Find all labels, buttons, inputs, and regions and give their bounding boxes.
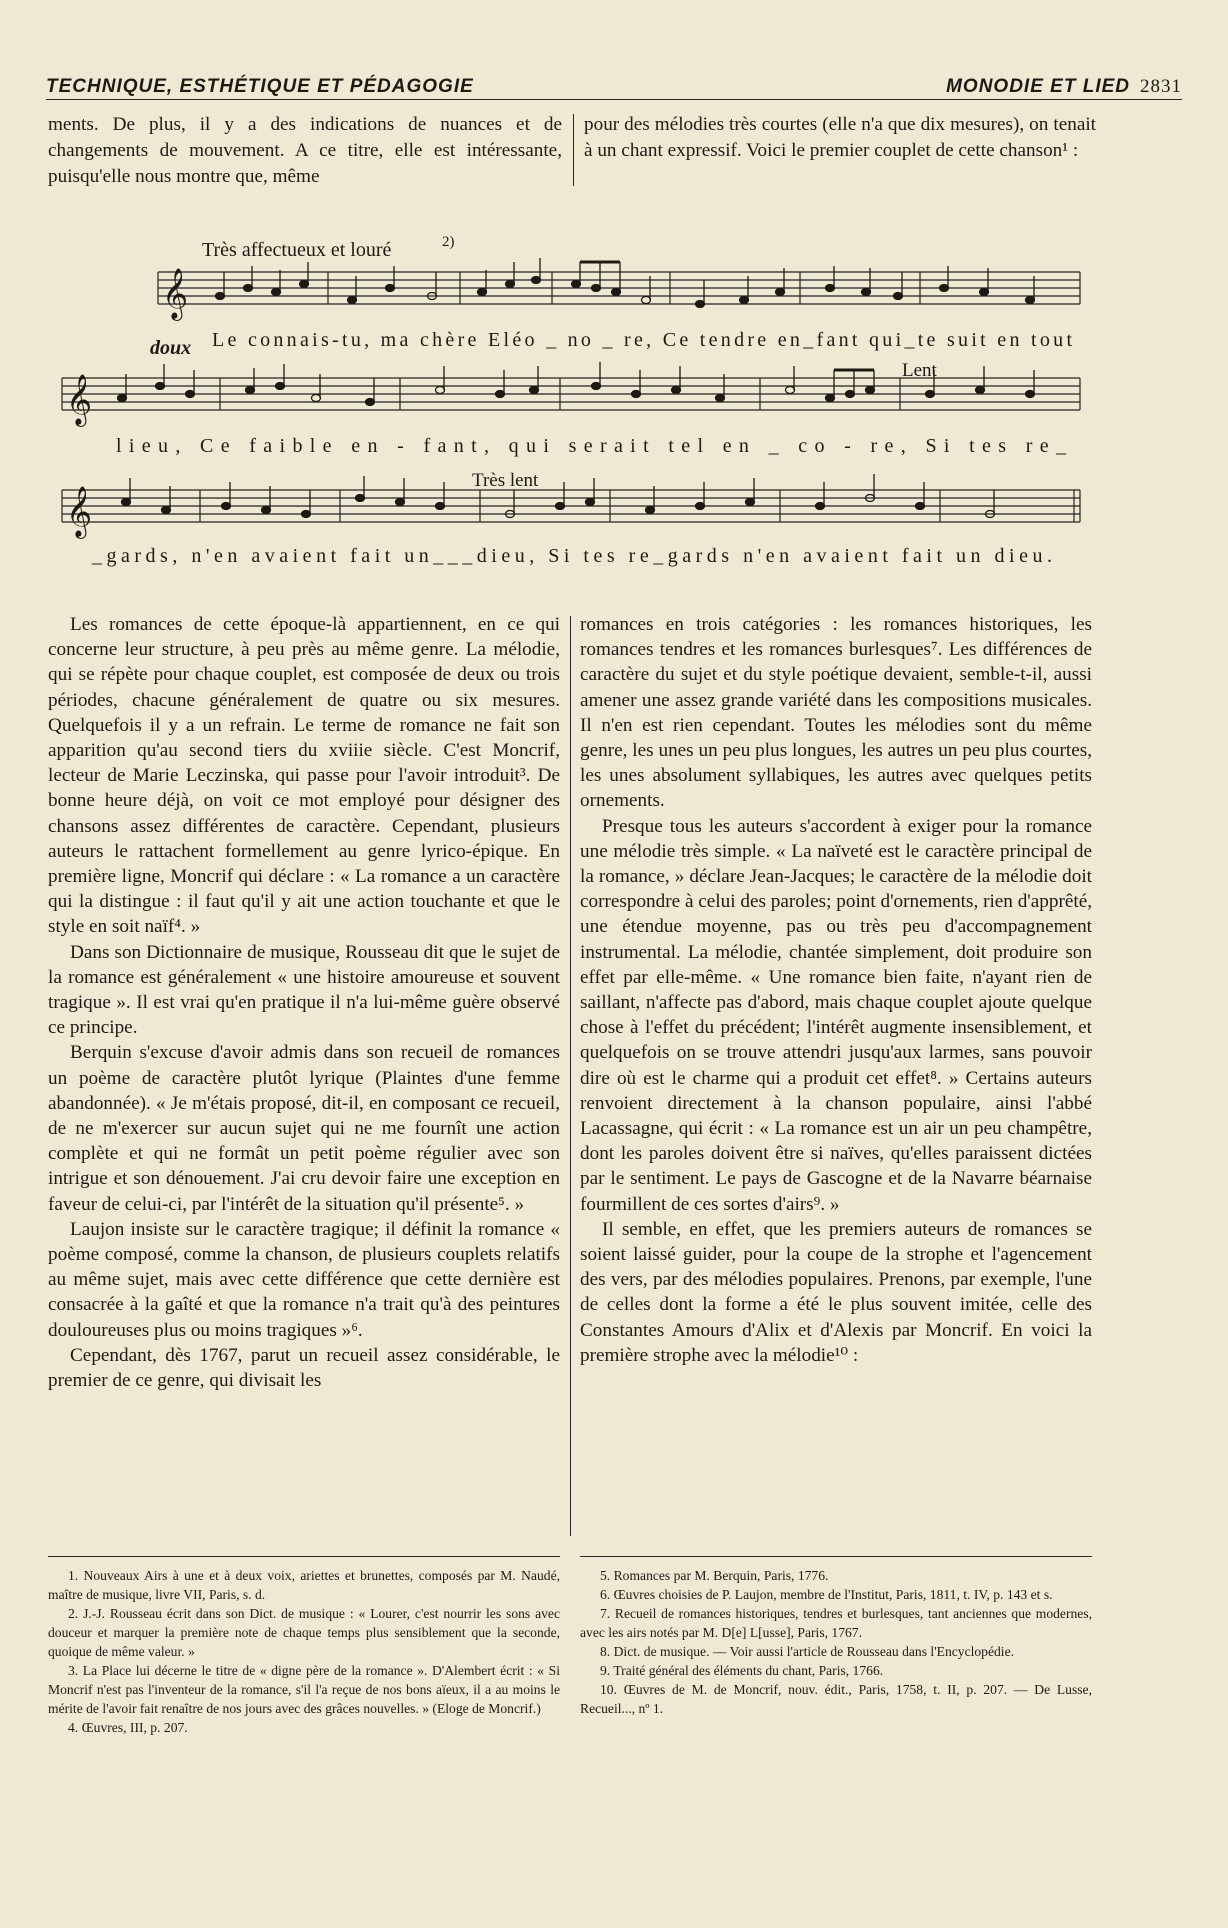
header-right: MONODIE ET LIED xyxy=(946,76,1130,97)
header-right-group xyxy=(946,76,1182,98)
tempo-marking-1-sup: 2) xyxy=(442,234,455,250)
intro-left-text: ments. De plus, il y a des indications de nuances et de changements de mouvement. A ce titre, elle est intéressante, puisqu'elle nous montre que, même xyxy=(48,114,562,187)
paragraph: Berquin s'excuse d'avoir admis dans son recueil de romances un poème de caractère plutôt lyrique (Plaintes d'une femme abandonnée). « Je m'étais proposé, dit-il, en composant ce recueil, de ne m'exercer sur aucun sujet qui ne me fournît une action complète et qui ne formât un petit poème régulier avec son intrigue et son dénouement. J'ai cru devoir faire une exception en faveur de celui-ci, par l'intérêt de la situation qu'il présente⁵. » xyxy=(48,1042,560,1215)
paragraph: romances en trois catégories : les romances historiques, les romances tendres et les romances burlesques⁷. Les différences de caractère du sujet et du style poétique devaient, semble-t-il, aussi amener une assez grande variété dans les compositions musicales. Il n'en est rien cependant. Toutes les mélodies sont du même genre, les unes un peu plus longues, les autres un peu plus courtes, les unes absolument syllabiques, les autres avec quelques petits ornements. xyxy=(580,614,1092,812)
notes-staff-3 xyxy=(122,474,995,518)
staff-3 xyxy=(62,490,1080,522)
dynamic-marking: doux xyxy=(150,337,192,359)
footnote: 3. La Place lui décerne le titre de « digne père de la romance ». D'Alembert écrit : « Si Moncrif n'est pas l'inventeur de la romance, s'il l'a reçue de nos bons aïeux, il a au moins le mérite de l'avoir fait renaître de nos jours avec des grâces nouvelles. » (Eloge de Moncrif.) xyxy=(48,1663,560,1716)
paragraph: Les romances de cette époque-là appartiennent, en ce qui concerne leur structure, à peu près au même genre. La mélodie, qui se répète pour chaque couplet, est composée de deux ou trois périodes, chacune généralement de quatre ou six mesures. Quelquefois il y a un refrain. Le terme de romance ne fait son apparition qu'au second tiers du xviiie siècle. C'est Moncrif, lecteur de Marie Leczinska, qui passe pour l'avoir introduit³. De bonne heure déjà, on voit ce mot employé pour désigner des chansons assez différentes de caractère. Cependant, plusieurs auteurs le rattachent formellement au genre lyrico-épique. En première ligne, Moncrif qui déclare : « La romance a un caractère qui la distingue : il faut qu'il y ait une action touchante et que le style en soit naïf⁴. » xyxy=(48,614,560,938)
header-left: TECHNIQUE, ESTHÉTIQUE ET PÉDAGOGIE xyxy=(46,76,474,97)
footnote: 8. Dict. de musique. — Voir aussi l'article de Rousseau dans l'Encyclopédie. xyxy=(600,1644,1015,1659)
body-right-column xyxy=(580,612,1092,1368)
tempo-marking-2: Lent xyxy=(902,360,937,381)
footnote: 2. J.-J. Rousseau écrit dans son Dict. de musique : « Lourer, c'est nourrir les sons avec douceur et marquer la première note de chaque temps plus sensiblement que la seconde, quoique de même valeur. » xyxy=(48,1606,560,1659)
footnote-rule-left xyxy=(48,1556,560,1557)
footnote: 5. Romances par M. Berquin, Paris, 1776. xyxy=(600,1568,829,1583)
paragraph: Dans son Dictionnaire de musique, Rousseau dit que le sujet de la romance est généralement « une histoire amoureuse et souvent tragique ». Il est vrai qu'en pratique il n'a lui-même guère observé ce principe. xyxy=(48,941,560,1039)
tempo-marking-1: Très affectueux et louré xyxy=(202,239,392,261)
lyrics-line-3: _gards, n'en avaient fait un___dieu, Si tes re_gards n'en avaient fait un dieu. xyxy=(92,545,1053,567)
footnote-rule-right xyxy=(580,1556,1092,1557)
footnote: 4. Œuvres, III, p. 207. xyxy=(68,1720,188,1735)
paragraph: Presque tous les auteurs s'accordent à exiger pour la romance une mélodie très simple. « La naïveté est le caractère principal de la romance, » déclare Jean-Jacques; le caractère de la mélodie doit correspondre à celui des paroles; point d'ornements, rien d'apprêté, une étendue moyenne, pas ou très peu d'accompagnement instrumental. La mélodie, chantée simplement, doit produire son effet par elle-même. « Une romance bien faite, n'ayant rien de saillant, n'affecte pas d'abord, mais chaque couplet ajoute quelque chose à l'effet du précédent; l'intérêt augmente insensiblement, et quelquefois on se trouve attendri jusqu'aux larmes, sans pouvoir dire où est le charme qui a produit cet effet⁸. » Certains auteurs renvoient directement à la chanson populaire, ainsi l'abbé Lacassagne, qui écrit : « La romance est un air un peu champêtre, dont les paroles doivent être si naïves, qu'elles paraissent dictées par le sentiment. Le pays de Gascogne et de la Navarre béarnaise fourmillent de ces sortes d'airs⁹. » xyxy=(580,815,1093,1215)
treble-clef-3: 𝄞 xyxy=(66,486,93,537)
intro-right-text: pour des mélodies très courtes (elle n'a que dix mesures), on tenait à un chant expressif. Voici le premier couplet de cette chanson¹ : xyxy=(584,114,1096,161)
paragraph: Laujon insiste sur le caractère tragique; il définit la romance « poème composé, comme la chanson, de plusieurs couplets relatifs au même sujet, mais avec cette différence que cette dernière est consacrée à la gaîté et que la romance n'a trait qu'à des peintures douloureuses plus ou moins tragiques »⁶. xyxy=(48,1218,560,1341)
footnotes-left xyxy=(48,1566,560,1737)
body-left-column xyxy=(48,612,560,1393)
running-header xyxy=(46,76,1182,106)
header-rule xyxy=(46,99,1182,100)
tempo-marking-3: Très lent xyxy=(472,470,539,491)
lyrics-line-2: lieu, Ce faible en - fant, qui serait tel en _ co - re, Si tes re_ xyxy=(116,435,1067,457)
paragraph: Cependant, dès 1767, parut un recueil assez considérable, le premier de ce genre, qui divisait les xyxy=(48,1344,560,1392)
music-score xyxy=(40,228,1088,588)
paragraph: Il semble, en effet, que les premiers auteurs de romances se soient laissé guider, pour la coupe de la strophe et l'agencement des vers, par des mélodies populaires. Prenons, par exemple, l'une de celles dont la forme a été le plus souvent imitée, celle des Constantes Amours d'Alix et d'Alexis par Moncrif. En voici la première strophe avec la mélodie¹⁰ : xyxy=(580,1218,1092,1366)
intro-column-divider xyxy=(573,114,574,186)
footnote: 1. Nouveaux Airs à une et à deux voix, ariettes et brunettes, composés par M. Naudé, maître de musique, livre VII, Paris, s. d. xyxy=(48,1568,560,1602)
notes-staff-2 xyxy=(118,362,1035,406)
notes-staff-1 xyxy=(216,258,1035,308)
page-number: 2831 xyxy=(1140,76,1182,97)
footnote: 7. Recueil de romances historiques, tendres et burlesques, tant anciennes que modernes, avec les airs notés par M. D[e] L[usse], Paris, 1767. xyxy=(580,1606,1092,1640)
body-column-divider xyxy=(570,616,571,1536)
footnote: 9. Traité général des éléments du chant, Paris, 1766. xyxy=(600,1663,884,1678)
footnotes-right xyxy=(580,1566,1092,1718)
footnote: 6. Œuvres choisies de P. Laujon, membre de l'Institut, Paris, 1811, t. IV, p. 143 et s. xyxy=(600,1587,1053,1602)
treble-clef-2: 𝄞 xyxy=(66,374,93,425)
footnote: 10. Œuvres de M. de Moncrif, nouv. édit., Paris, 1758, t. II, p. 207. — De Lusse, Recueil..., nº 1. xyxy=(580,1682,1092,1716)
lyrics-line-1: Le connais-tu, ma chère Eléo _ no _ re, Ce tendre en_fant qui_te suit en tout xyxy=(212,329,1073,351)
treble-clef-1: 𝄞 xyxy=(162,268,189,319)
